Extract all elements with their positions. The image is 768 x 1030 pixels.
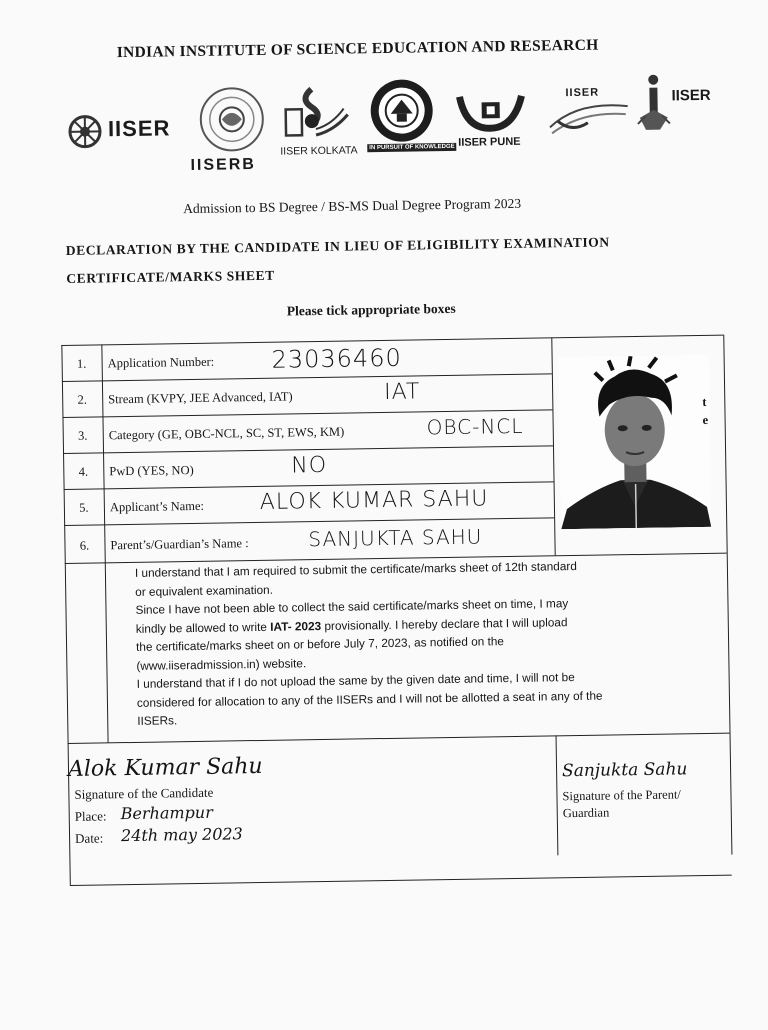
photo-edge-letter: e bbox=[702, 413, 708, 428]
portrait-image bbox=[559, 355, 712, 529]
guardian-name-label: Parent’s/Guardian’s Name : bbox=[110, 536, 248, 553]
field-number: 3. bbox=[63, 428, 103, 444]
category-value: OBC-NCL bbox=[426, 414, 523, 440]
field-number: 4. bbox=[63, 464, 103, 480]
field-number: 2. bbox=[62, 392, 102, 408]
photo-edge-letter: t bbox=[702, 395, 706, 410]
seal-icon bbox=[368, 77, 435, 144]
field-number: 1. bbox=[62, 356, 102, 372]
date-label: Date: bbox=[75, 830, 103, 846]
logo-text: IISER bbox=[671, 87, 710, 105]
iiser-tirupati-logo bbox=[635, 73, 676, 137]
declaration-line: (www.iiseradmission.in) website. bbox=[136, 648, 696, 675]
parent-signature: Sanjukta Sahu bbox=[562, 759, 688, 781]
date-value: 24th may 2023 bbox=[121, 824, 243, 845]
pwd-label: PwD (YES, NO) bbox=[109, 463, 194, 479]
emblem-icon bbox=[195, 86, 268, 153]
frame-bottom bbox=[70, 875, 732, 886]
stream-label: Stream (KVPY, JEE Advanced, IAT) bbox=[108, 389, 293, 407]
place-value: Berhampur bbox=[121, 803, 213, 823]
iiser-pune-logo bbox=[455, 90, 528, 140]
category-label: Category (GE, OBC-NCL, SC, ST, EWS, KM) bbox=[109, 425, 345, 444]
logo-text: IN PURSUIT OF KNOWLEDGE bbox=[367, 143, 456, 152]
declaration-line: kindly be allowed to write IAT- 2023 provisionally. I hereby declare that I will upload bbox=[136, 611, 696, 638]
logo-strip bbox=[63, 73, 714, 183]
logo-text: IISER bbox=[565, 87, 599, 100]
declaration-line: or equivalent examination. bbox=[135, 574, 695, 601]
iiser-seal-logo bbox=[368, 77, 435, 149]
row-divider bbox=[62, 373, 552, 382]
candidate-signature-label: Signature of the Candidate bbox=[74, 785, 213, 803]
field-number: 6. bbox=[64, 538, 104, 554]
signature-column-divider bbox=[556, 735, 559, 855]
applicant-name-label: Applicant’s Name: bbox=[110, 499, 204, 515]
guardian-name-value: SANJUKTA SAHU bbox=[308, 524, 482, 551]
declaration-line: IISERs. bbox=[137, 703, 697, 730]
applicant-photo bbox=[559, 355, 712, 529]
logo-text: IISER PUNE bbox=[458, 136, 521, 149]
parent-signature-label: Signature of the Parent/ bbox=[562, 787, 681, 804]
swoosh-icon bbox=[548, 96, 633, 141]
declaration-line: I understand that I am required to submit the certificate/marks sheet of 12th standard bbox=[135, 555, 695, 582]
institute-title: INDIAN INSTITUTE OF SCIENCE EDUCATION AND RESEARCH bbox=[117, 35, 677, 62]
field-number: 5. bbox=[64, 500, 104, 516]
declaration-form bbox=[61, 335, 731, 885]
frame-left bbox=[61, 345, 70, 885]
logo-text: IISER bbox=[108, 115, 171, 142]
row-divider bbox=[68, 733, 730, 744]
figure-icon bbox=[635, 73, 676, 132]
declaration-line: I understand that if I do not upload the same by the given date and time, I will not be bbox=[137, 666, 697, 693]
logo-text: IISERB bbox=[190, 156, 256, 175]
iiser-bhopal-logo bbox=[195, 86, 268, 158]
parent-signature-label: Guardian bbox=[563, 805, 610, 821]
pwd-value: NO bbox=[291, 453, 327, 479]
wheel-icon bbox=[66, 112, 105, 151]
declaration-line: Since I have not been able to collect the said certificate/marks sheet on time, I may bbox=[135, 592, 695, 619]
frame-right bbox=[723, 335, 732, 855]
stream-value: IAT bbox=[384, 379, 421, 405]
application-number-value: 23036460 bbox=[271, 344, 402, 374]
kolkata-mark-icon bbox=[281, 84, 352, 143]
tick-instruction: Please tick appropriate boxes bbox=[287, 301, 456, 320]
declaration-title: DECLARATION BY THE CANDIDATE IN LIEU OF ELIGIBILITY EXAMINATION CERTIFICATE/MARKS SHEET bbox=[66, 227, 707, 293]
applicant-name-value: ALOK KUMAR SAHU bbox=[260, 486, 489, 515]
application-number-label: Application Number: bbox=[108, 355, 215, 372]
declaration-line: the certificate/marks sheet on or before July 7, 2023, as notified on the bbox=[136, 629, 696, 656]
pune-mark-icon bbox=[455, 90, 528, 135]
declaration-line: considered for allocation to any of the IISERs and I will not be allotted a seat in any of the bbox=[137, 685, 697, 712]
candidate-signature: Alok Kumar Sahu bbox=[68, 754, 263, 782]
place-label: Place: bbox=[75, 808, 107, 824]
iiser-kolkata-logo bbox=[281, 84, 352, 148]
logo-text: IISER KOLKATA bbox=[280, 144, 357, 157]
iiser-berhampur-logo bbox=[66, 112, 105, 156]
admission-heading: Admission to BS Degree / BS-MS Dual Degree Program 2023 bbox=[183, 196, 521, 217]
declaration-text bbox=[135, 555, 698, 730]
